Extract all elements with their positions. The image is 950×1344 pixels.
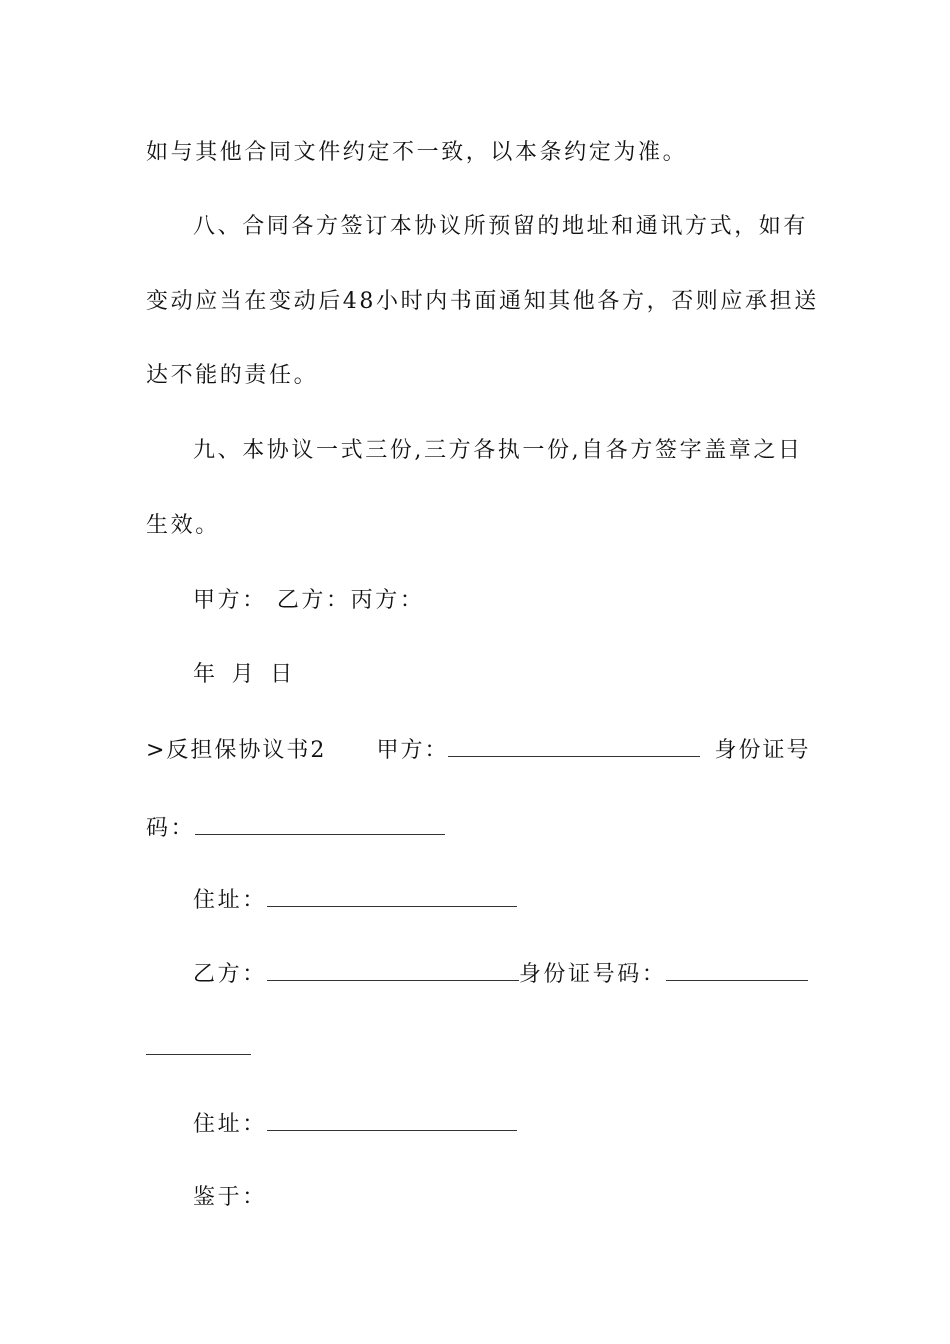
id-number-label: 身份证号	[714, 738, 811, 763]
party-b-line	[193, 958, 808, 990]
party-b-label: 乙方：	[193, 962, 267, 987]
party-b-name-blank	[267, 958, 519, 981]
party-b-id-blank	[666, 958, 808, 981]
party-a-address-blank	[267, 884, 517, 907]
party-b-id-continuation	[146, 1032, 251, 1064]
agreement-2-heading: >反担保协议书2	[146, 738, 327, 763]
day-label: 日	[270, 662, 295, 687]
clause-9-line-2: 生效。	[146, 513, 220, 538]
clause-8-line-3: 达不能的责任。	[146, 363, 319, 388]
paragraph-line: 如与其他合同文件约定不一致，以本条约定为准。	[146, 140, 688, 165]
month-label: 月	[231, 662, 257, 687]
id-number-label-continued: 码：	[146, 816, 196, 841]
party-a-id-blank	[195, 812, 445, 835]
signature-parties	[193, 586, 424, 616]
whereas-label: 鉴于：	[193, 1185, 267, 1210]
party-b-address-line	[193, 1108, 517, 1140]
party-a-address-label: 住址：	[193, 888, 267, 913]
party-b-id-label: 身份证号码：	[518, 962, 667, 987]
party-b-id-blank-continued	[146, 1032, 251, 1055]
party-b-signature-label: 乙方：	[276, 588, 351, 613]
clause-9-line-1: 九、本协议一式三份,三方各执一份,自各方签字盖章之日	[193, 438, 803, 463]
party-a-address-line	[193, 884, 517, 916]
agreement-2-header-line	[146, 734, 810, 766]
party-b-address-label: 住址：	[193, 1112, 267, 1137]
signature-date	[193, 660, 295, 690]
clause-8-line-2: 变动应当在变动后48小时内书面通知其他各方，否则应承担送	[146, 289, 819, 314]
party-c-signature-label: 丙方：	[350, 588, 425, 613]
clause-8-line-1: 八、合同各方签订本协议所预留的地址和通讯方式，如有	[193, 214, 809, 239]
party-a-signature-label: 甲方：	[193, 588, 267, 613]
id-number-line	[146, 812, 445, 844]
party-a-name-blank	[448, 734, 700, 757]
party-a-label: 甲方：	[376, 738, 449, 763]
party-b-address-blank	[267, 1108, 517, 1131]
year-label: 年	[193, 662, 218, 687]
